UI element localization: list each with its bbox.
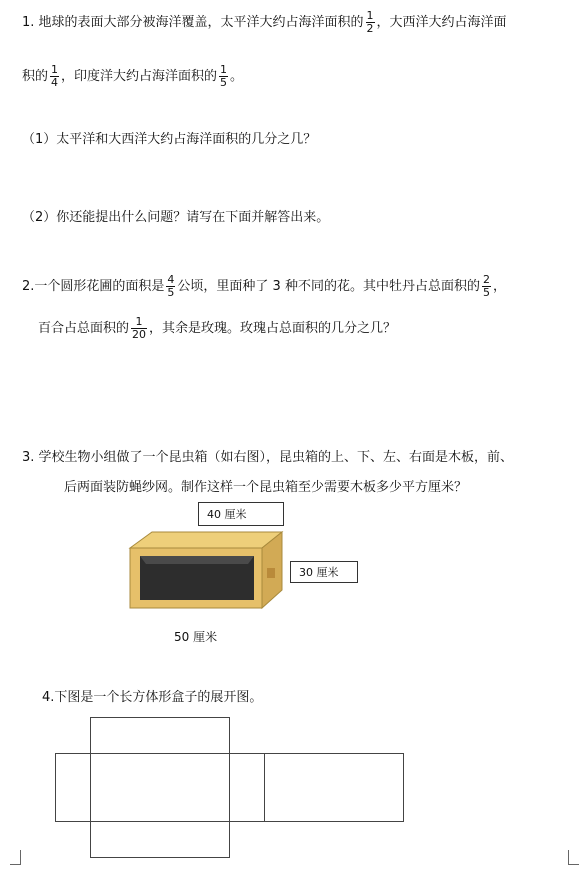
net-face-left bbox=[55, 753, 91, 822]
q1-fraction-fifth bbox=[219, 64, 228, 89]
q1-line1-prefix: 1. 地球的表面大部分被海洋覆盖，太平洋大约占海洋面积的 bbox=[22, 15, 364, 30]
q2-line1-mid: 公顷，里面种了 3 种不同的花。其中牡丹占总面积的 bbox=[177, 279, 480, 294]
q1-line2-mid: ，印度洋大约占海洋面积的 bbox=[61, 69, 218, 84]
fraction-denominator: 4 bbox=[51, 76, 59, 89]
fraction-numerator: 1 bbox=[135, 315, 143, 328]
q1-line2 bbox=[22, 64, 243, 89]
q2-line2 bbox=[38, 316, 396, 341]
label-top-40cm bbox=[198, 502, 284, 526]
box-top-face bbox=[130, 532, 282, 548]
q3-line1: 3. 学校生物小组做了一个昆虫箱（如右图），昆虫箱的上、下、左、右面是木板，前、 bbox=[22, 450, 514, 465]
q1-line1-suffix: ，大西洋大约占海洋面 bbox=[376, 15, 507, 30]
q1-line2-prefix: 积的 bbox=[22, 69, 49, 84]
label-right-text: 30 厘米 bbox=[299, 566, 339, 579]
label-right-30cm bbox=[290, 561, 358, 583]
box-inner-shadow bbox=[140, 556, 254, 564]
net-face-bottom bbox=[90, 821, 230, 858]
box-side-latch bbox=[267, 568, 275, 578]
q2-line2-prefix: 百合占总面积的 bbox=[38, 321, 130, 336]
q1-subquestion-2: （2）你还能提出什么问题？请写在下面并解答出来。 bbox=[22, 210, 330, 225]
q1-line1 bbox=[22, 10, 507, 35]
insect-box-illustration bbox=[128, 528, 288, 612]
fraction-denominator: 20 bbox=[132, 328, 147, 341]
q4-line1: 4.下图是一个长方体形盒子的展开图。 bbox=[42, 690, 263, 705]
page-corner-mark-left bbox=[10, 850, 21, 865]
fraction-numerator: 2 bbox=[482, 273, 490, 286]
q1-line2-suffix: 。 bbox=[230, 69, 244, 84]
q2-fraction-peony bbox=[482, 274, 491, 299]
fraction-numerator: 1 bbox=[366, 9, 374, 22]
q3-line2: 后两面装防蝇纱网。制作这样一个昆虫箱至少需要木板多少平方厘米？ bbox=[64, 480, 468, 495]
q2-line1 bbox=[22, 274, 506, 299]
q2-fraction-lily bbox=[131, 316, 147, 341]
q2-line2-suffix: ，其余是玫瑰。玫瑰占总面积的几分之几？ bbox=[149, 321, 397, 336]
q2-fraction-area bbox=[166, 274, 175, 299]
net-face-back bbox=[264, 753, 404, 822]
q2-line1-suffix: ， bbox=[492, 279, 506, 294]
fraction-denominator: 2 bbox=[366, 22, 374, 35]
q2-line1-prefix: 2.一个圆形花圃的面积是 bbox=[22, 279, 165, 294]
page-corner-mark-right bbox=[568, 850, 579, 865]
net-face-front bbox=[90, 753, 230, 822]
label-bottom-50cm: 50 厘米 bbox=[174, 630, 218, 644]
fraction-denominator: 5 bbox=[482, 286, 490, 299]
q1-fraction-quarter bbox=[50, 64, 59, 89]
q1-subquestion-1: （1）太平洋和大西洋大约占海洋面积的几分之几？ bbox=[22, 132, 317, 147]
fraction-denominator: 5 bbox=[220, 76, 228, 89]
fraction-numerator: 4 bbox=[167, 273, 175, 286]
q1-fraction-half bbox=[366, 10, 375, 35]
fraction-numerator: 1 bbox=[220, 63, 228, 76]
label-top-text: 40 厘米 bbox=[207, 508, 247, 521]
fraction-numerator: 1 bbox=[51, 63, 59, 76]
fraction-denominator: 5 bbox=[167, 286, 175, 299]
net-face-right bbox=[229, 753, 265, 822]
net-face-top bbox=[90, 717, 230, 754]
